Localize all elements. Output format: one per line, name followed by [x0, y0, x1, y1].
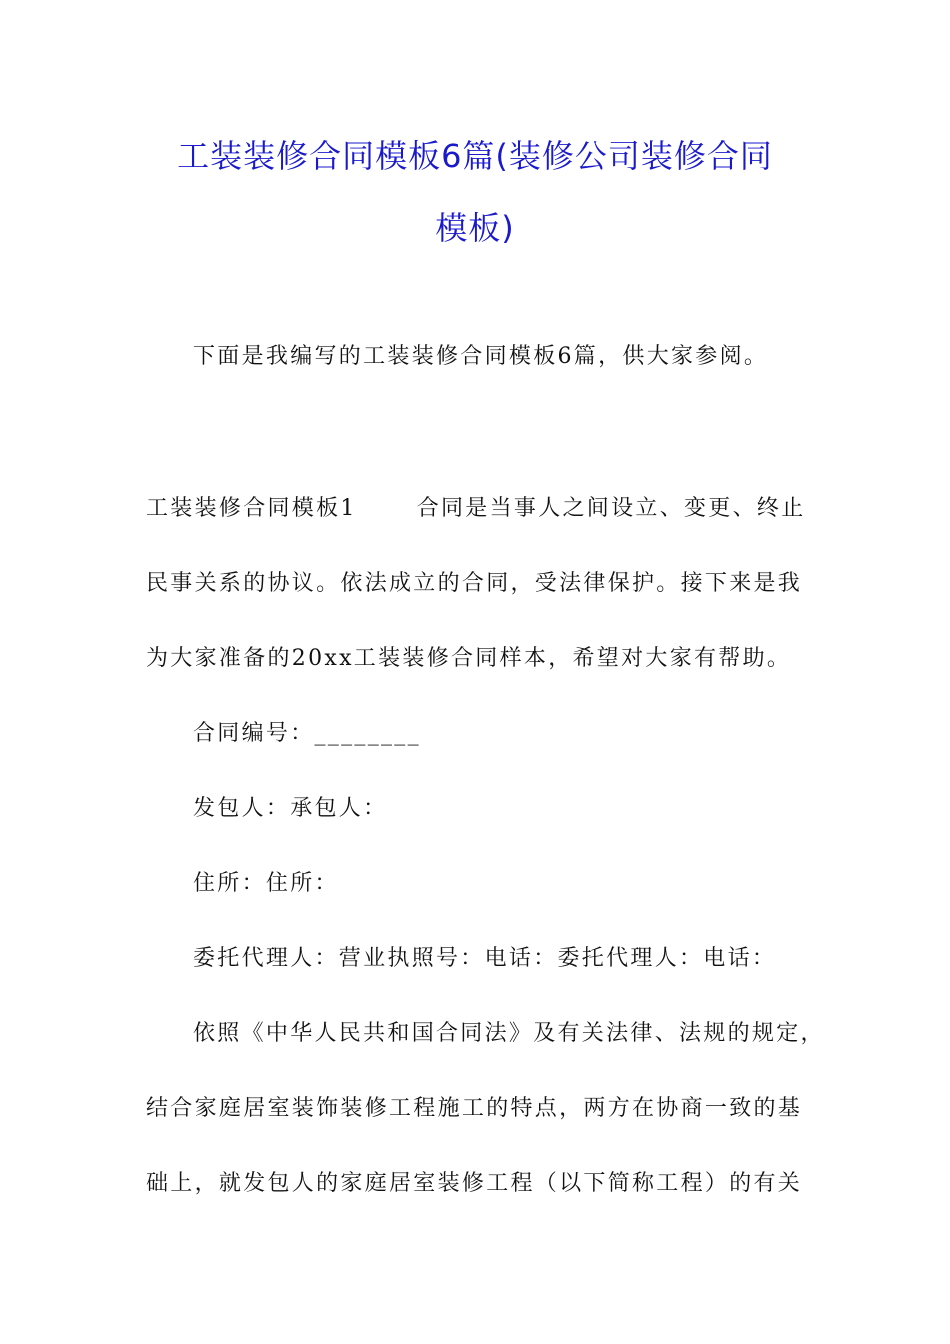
section-1-text-line-2: 民事关系的协议。依法成立的合同，受法律保护。接下来是我	[146, 571, 803, 596]
contract-number-field: 合同编号：________	[193, 721, 421, 746]
parties-field: 发包人：承包人：	[193, 796, 388, 821]
document-title-line-1: 工装装修合同模板6篇(装修公司装修合同	[177, 137, 773, 175]
document-title-line-2: 模板)	[435, 209, 515, 247]
addresses-field: 住所：住所：	[193, 871, 339, 896]
section-1-text-line-1: 合同是当事人之间设立、变更、终止	[416, 496, 806, 521]
section-1-text-line-3: 为大家准备的20xx工装装修合同样本，希望对大家有帮助。	[146, 646, 792, 671]
section-1-first-line	[146, 494, 836, 524]
section-1-heading: 工装装修合同模板1	[146, 496, 357, 521]
intro-paragraph: 下面是我编写的工装装修合同模板6篇，供大家参阅。	[193, 344, 769, 369]
body-paragraph-line-1: 依照《中华人民共和国合同法》及有关法律、法规的规定，	[193, 1021, 825, 1046]
body-paragraph-line-3: 础上，就发包人的家庭居室装修工程（以下简称工程）的有关	[146, 1171, 803, 1196]
agents-field: 委托代理人：营业执照号：电话：委托代理人：电话：	[193, 946, 777, 971]
body-paragraph-line-2: 结合家庭居室装饰装修工程施工的特点，两方在协商一致的基	[146, 1096, 803, 1121]
